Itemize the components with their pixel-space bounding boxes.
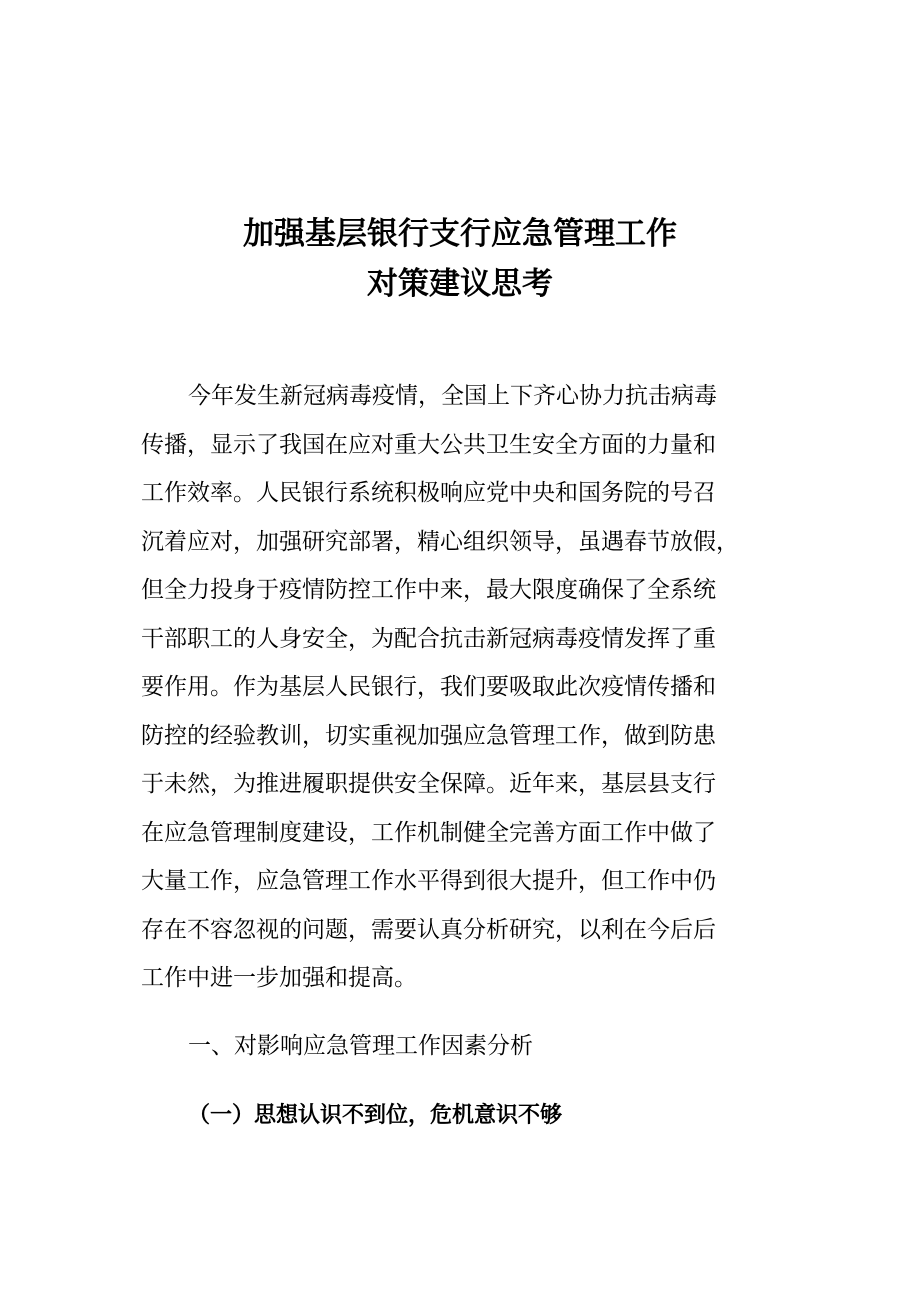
sub-heading: （一）思想认识不到位，危机意识不够 bbox=[188, 1103, 563, 1128]
paragraph-line: 传播，显示了我国在应对重大公共卫生安全方面的力量和 bbox=[141, 431, 716, 458]
document-title-line-1: 加强基层银行支行应急管理工作 bbox=[243, 216, 677, 252]
paragraph-line: 于未然，为推进履职提供安全保障。近年来，基层县支行 bbox=[141, 771, 716, 797]
paragraph-line: 存在不容忽视的问题，需要认真分析研究，以利在今后后 bbox=[141, 916, 716, 943]
paragraph-line: 防控的经验教训，切实重视加强应急管理工作，做到防患 bbox=[141, 722, 716, 749]
section-heading: 一、对影响应急管理工作因素分析 bbox=[188, 1033, 533, 1059]
intro-paragraph bbox=[141, 372, 781, 1003]
paragraph-line: 工作效率。人民银行系统积极响应党中央和国务院的号召 bbox=[141, 480, 716, 506]
paragraph-line: 工作中进一步加强和提高。 bbox=[141, 965, 417, 991]
paragraph-line: 但全力投身于疫情防控工作中来，最大限度确保了全系统 bbox=[141, 577, 716, 603]
paragraph-line: 今年发生新冠病毒疫情，全国上下齐心协力抗击病毒 bbox=[188, 383, 717, 409]
paragraph-line: 要作用。作为基层人民银行，我们要吸取此次疫情传播和 bbox=[141, 674, 716, 700]
paragraph-line: 在应急管理制度建设，工作机制健全完善方面工作中做了 bbox=[141, 819, 716, 846]
paragraph-line: 沉着应对，加强研究部署，精心组织领导，虽遇春节放假， bbox=[141, 528, 739, 555]
paragraph-line: 干部职工的人身安全，为配合抗击新冠病毒疫情发挥了重 bbox=[141, 625, 716, 652]
document-title-line-2: 对策建议思考 bbox=[367, 266, 553, 302]
paragraph-line: 大量工作，应急管理工作水平得到很大提升，但工作中仍 bbox=[141, 868, 716, 894]
